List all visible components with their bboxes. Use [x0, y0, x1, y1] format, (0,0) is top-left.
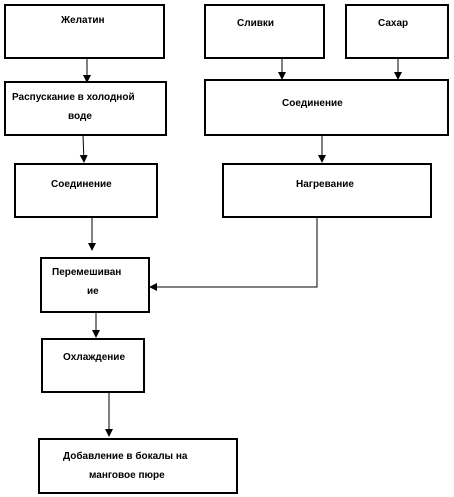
node-sugar-label: Сахар	[378, 18, 409, 29]
node-dissolve-label-line2: воде	[68, 111, 92, 122]
node-cooling	[41, 338, 145, 393]
arrow-heating-to-mixing	[150, 217, 317, 287]
node-add-to-glasses	[38, 438, 238, 494]
node-add-label-line2: манговое пюре	[89, 470, 165, 481]
node-cooling-label: Охлаждение	[63, 352, 126, 363]
node-gelatin-label: Желатин	[61, 15, 105, 26]
node-add-label-line1: Добавление в бокалы на	[63, 451, 188, 462]
node-cream	[204, 4, 325, 59]
node-combine-right	[204, 79, 449, 136]
node-combine-right-label: Соединение	[282, 98, 343, 109]
node-dissolve-label-line1: Распускание в холодной	[12, 92, 135, 103]
node-mixing-label-line2: ие	[87, 286, 99, 297]
node-sugar	[345, 4, 449, 59]
node-gelatin	[4, 4, 165, 59]
node-combine-left-label: Соединение	[51, 179, 112, 190]
node-combine-left	[14, 163, 158, 218]
node-heating	[222, 163, 432, 218]
node-mixing	[40, 257, 150, 313]
arrow-dissolve-to-combine	[83, 135, 84, 162]
node-mixing-label-line1: Перемешиван	[52, 267, 122, 278]
node-cream-label: Сливки	[237, 18, 275, 29]
node-dissolve-in-cold-water	[4, 81, 167, 136]
node-heating-label: Нагревание	[296, 179, 354, 190]
